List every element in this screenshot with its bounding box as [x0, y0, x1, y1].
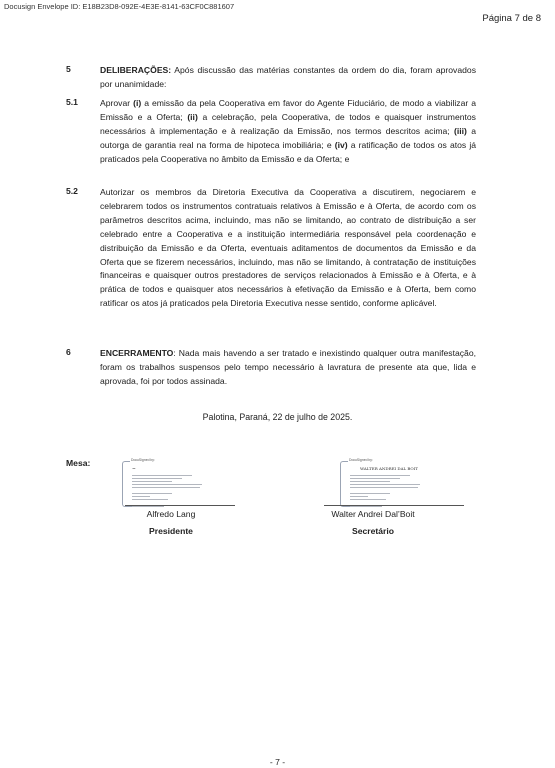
page-footer-number: - 7 - — [269, 757, 286, 767]
section-5-1 — [66, 97, 476, 181]
place-and-date: Palotina, Paraná, 22 de julho de 2025. — [202, 412, 353, 422]
section-text: ENCERRAMENTO: Nada mais havendo a ser tratado e inexistindo qualquer outra manifestação, foram os trabalhos suspensos pelo tempo necessário à lavratura de presente ata que, lida e aprovada, foi por todos assinada. — [100, 348, 476, 386]
page-number-label: Página 7 de 8 — [482, 13, 541, 24]
signature-line — [324, 505, 464, 506]
section-text: Autorizar os membros da Diretoria Executiva da Cooperativa a discutirem, negociarem e celebrarem todos os instrumentos contratuais relativos à Emissão e à Oferta, de acordo com os parâmetros descritos acima, incluindo, mas não se limitando, ao contrato de distribuição a ser celebrado entre a Cooperativa e a instituição intermediária responsável pela coordenação e distribuição da Emissão e da Oferta, eventuais aditamentos de documentos da Emissão e da Oferta que se fizerem necessários, incluindo, mas não se limitando, à contratação de instituições financeiras e quaisquer outros prestadores de serviços relacionados à Emissão e à Oferta, e à prática de todos e quaisquer atos necessários à efetivação da Emissão e à Oferta, bem como ratificar os atos já praticados pela Diretoria Executiva nesse sentido, conforme aplicável. — [100, 187, 476, 309]
section-number: 5.2 — [66, 186, 78, 196]
section-5 — [66, 64, 476, 92]
section-title: ENCERRAMENTO — [100, 348, 174, 358]
docusign-envelope-id: Docusign Envelope ID: E18B23D8-092E-4E3E-8141-63CF0C881607 — [4, 2, 235, 11]
mesa-label: Mesa: — [66, 458, 91, 468]
signatory-name: Walter Andrei Dal’Boit — [331, 509, 415, 519]
handwritten-signature: ~ — [132, 467, 136, 472]
section-title: DELIBERAÇÕES: — [100, 65, 172, 75]
section-number: 5.1 — [66, 97, 78, 107]
stamp-header: DocuSigned by: — [131, 458, 155, 462]
signatory-name: Alfredo Lang — [146, 509, 196, 519]
signatory-role: Presidente — [149, 526, 193, 536]
stamp-header: DocuSigned by: — [349, 458, 373, 462]
section-5-2 — [66, 186, 476, 326]
signature-line — [125, 505, 235, 506]
section-number: 5 — [66, 64, 71, 74]
handwritten-signature: WALTER ANDREI DAL BOIT — [360, 466, 418, 471]
section-6 — [66, 347, 476, 392]
signatory-role: Secretário — [351, 526, 395, 536]
section-number: 6 — [66, 347, 71, 357]
section-text: DELIBERAÇÕES: Após discussão das matérias constantes da ordem do dia, foram aprovados por unanimidade: — [100, 65, 476, 89]
section-text: Aprovar (i) a emissão da pela Cooperativa em favor do Agente Fiduciário, de modo a viabilizar a Emissão e a Oferta; (ii) a celebração, pela Cooperativa, de todos e quaisquer instrumentos necessários à implementação e à realização da Emissão, nos termos descritos acima; (iii) a outorga de garantia real na forma de hipoteca imobiliária; e (iv) a ratificação de todos os atos já praticados pela Cooperativa no âmbito da Emissão e da Oferta; e — [100, 98, 477, 164]
